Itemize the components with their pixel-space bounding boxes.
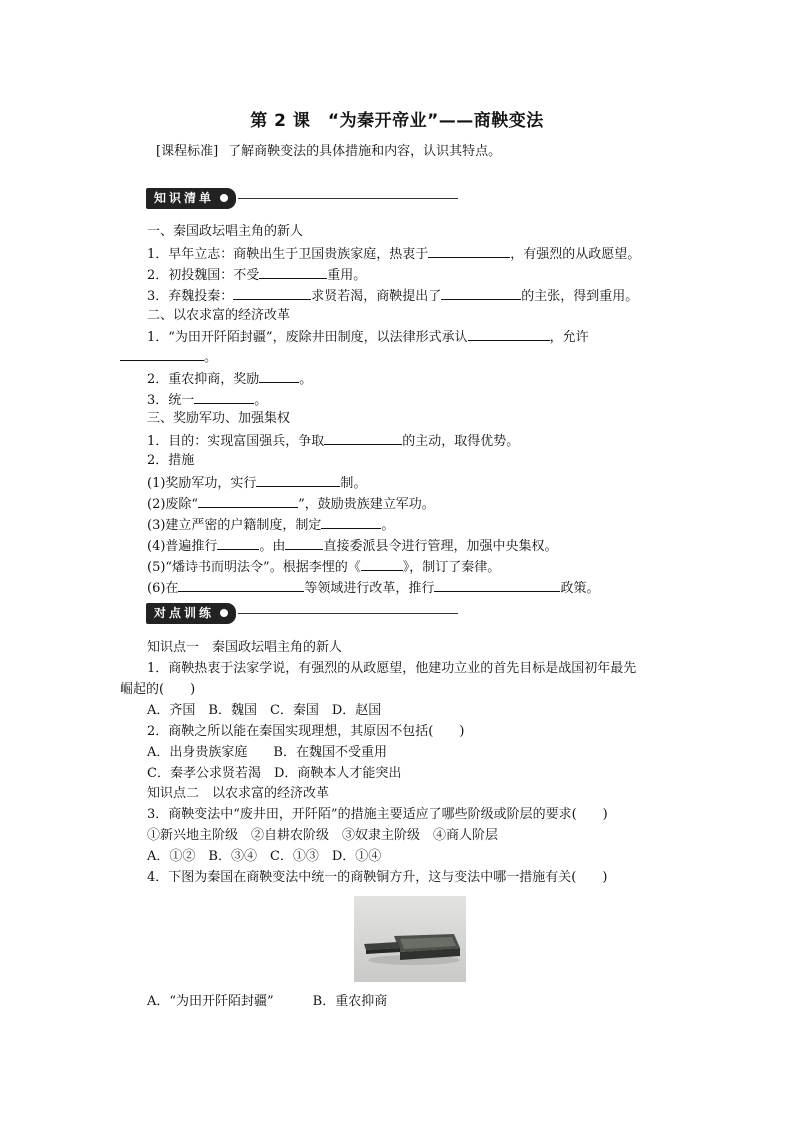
bronze-measure-illustration: [354, 896, 466, 982]
section-rule: [238, 198, 458, 199]
question-4-options: A．“为田开阡陌封疆” B．重农抑商: [147, 994, 388, 1009]
fill-blank[interactable]: [259, 370, 299, 383]
section-rule: [238, 613, 458, 614]
heading-1: 一、秦国政坛唱主角的新人: [147, 224, 304, 239]
fill-blank[interactable]: [428, 245, 510, 258]
knowledge-line-2: 2．初投魏国：不受 重用。: [147, 268, 367, 283]
knowledge-line-5: 2．重农抑商，奖励 。: [147, 372, 313, 387]
fill-blank[interactable]: [256, 474, 340, 487]
bullet-dot-icon: [220, 609, 228, 617]
fill-blank[interactable]: [324, 432, 402, 445]
knowledge-line-10: (2)废除“ ”，鼓励贵族建立军功。: [147, 497, 435, 512]
fill-blank[interactable]: [285, 537, 323, 550]
section-header-practice: [146, 602, 458, 624]
knowledge-line-14: (6)在 等领域进行改革，推行 政策。: [147, 581, 600, 596]
bronze-measure-photo: [354, 896, 466, 982]
knowledge-line-12: (4)普遍推行 。由 直接委派县令进行管理，加强中央集权。: [147, 539, 558, 554]
question-3-options: A．①② B．③④ C．①③ D．①④: [147, 849, 382, 864]
question-1-cont: 崛起的( ): [120, 682, 196, 697]
knowledge-point-2: 知识点二 以农求富的经济改革: [147, 786, 330, 801]
question-2: 2．商鞅之所以能在秦国实现理想，其原因不包括( ): [147, 724, 465, 739]
knowledge-line-1: 1．早年立志：商鞅出生于卫国贵族家庭，热衷于 ，有强烈的从政愿望。: [147, 247, 641, 262]
fill-blank[interactable]: [198, 495, 298, 508]
section-label: 对点训练: [154, 605, 215, 620]
knowledge-line-6: 3．统一 。: [147, 393, 268, 408]
knowledge-line-4-cont: 。: [120, 348, 217, 366]
fill-blank[interactable]: [361, 558, 403, 571]
knowledge-line-9: (1)奖励军功，实行 制。: [147, 476, 367, 491]
question-1-options: A．齐国 B．魏国 C．秦国 D．赵国: [147, 703, 382, 718]
question-3-items: ①新兴地主阶级 ②自耕农阶级 ③奴隶主阶级 ④商人阶层: [147, 828, 499, 843]
knowledge-point-1: 知识点一 秦国政坛唱主角的新人: [147, 640, 343, 655]
question-3: 3．商鞅变法中“废井田，开阡陌”的措施主要适应了哪些阶级或阶层的要求( ): [147, 807, 608, 822]
fill-blank[interactable]: [233, 287, 311, 300]
question-1: 1．商鞅热衷于法家学说，有强烈的从政愿望，他建功立业的首先目标是战国初年最先: [147, 661, 637, 676]
section-label: 知识清单: [154, 190, 215, 205]
course-standard: [156, 140, 501, 159]
knowledge-line-7: 1．目的：实现富国强兵，争取 的主动，取得优势。: [147, 434, 520, 449]
page-title: 第 2 课 “为秦开帝业”——商鞅变法: [250, 111, 544, 131]
question-4: 4．下图为秦国在商鞅变法中统一的商鞅铜方升，这与变法中哪一措施有关( ): [147, 870, 608, 885]
section-header-knowledge: [146, 187, 458, 209]
standard-tag: [课程标准]: [156, 144, 219, 159]
fill-blank[interactable]: [217, 537, 259, 550]
knowledge-line-4: 1．“为田开阡陌封疆”，废除井田制度，以法律形式承认 ，允许: [147, 330, 589, 345]
fill-blank[interactable]: [321, 516, 381, 529]
fill-blank[interactable]: [259, 266, 327, 279]
knowledge-line-3: 3．弃魏投秦： 求贤若渴，商鞅提出了 的主张，得到重用。: [147, 289, 639, 304]
question-2-options-a: A．出身贵族家庭 B．在魏国不受重用: [147, 745, 387, 760]
fill-blank[interactable]: [468, 328, 550, 341]
knowledge-line-13: (5)“燔诗书而明法令”。根据李悝的《 》，制订了秦律。: [147, 560, 501, 575]
knowledge-line-11: (3)建立严密的户籍制度，制定 。: [147, 518, 395, 533]
heading-2: 二、以农求富的经济改革: [147, 308, 291, 323]
section-badge: [146, 603, 236, 624]
fill-blank[interactable]: [441, 287, 521, 300]
question-2-options-b: C．秦孝公求贤若渴 D．商鞅本人才能突出: [147, 766, 402, 781]
fill-blank[interactable]: [120, 348, 204, 361]
standard-text: 了解商鞅变法的具体措施和内容，认识其特点。: [228, 144, 502, 159]
fill-blank[interactable]: [194, 391, 254, 404]
fill-blank[interactable]: [178, 579, 304, 592]
section-badge: [146, 188, 236, 209]
heading-3: 三、奖励军功、加强集权: [147, 411, 291, 426]
fill-blank[interactable]: [434, 579, 560, 592]
knowledge-line-8: 2．措施: [147, 453, 195, 468]
bullet-dot-icon: [220, 194, 228, 202]
